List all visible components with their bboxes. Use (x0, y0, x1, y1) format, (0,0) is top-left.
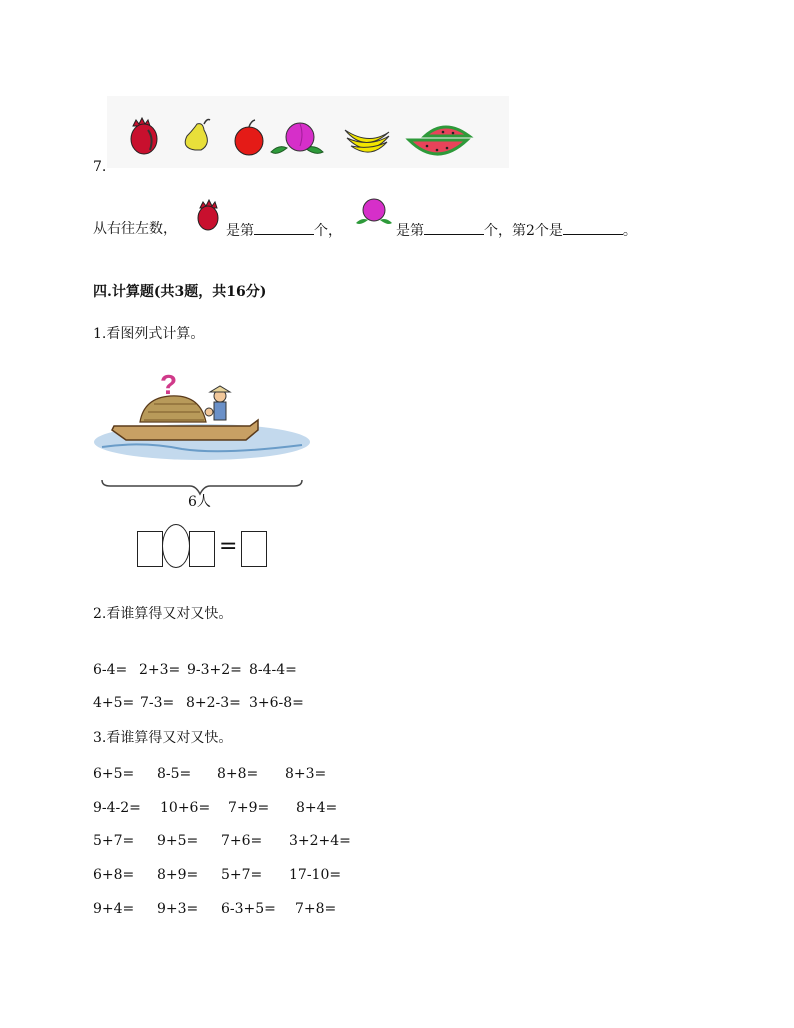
answer-box-2[interactable] (189, 531, 215, 567)
answer-blank-3[interactable] (563, 220, 623, 235)
expression: 8+4= (296, 800, 338, 816)
expression: 9-3+2= (187, 662, 242, 678)
question-number-7: 7. (93, 159, 107, 175)
peach-inline-icon (356, 196, 392, 228)
sentence-text-6: 。 (622, 223, 637, 239)
expression: 3+6-8= (249, 695, 304, 711)
section-heading: 四.计算题(共3题，共16分) (93, 284, 267, 300)
expression: 7+9= (228, 800, 270, 816)
fruit-strip-image (107, 96, 509, 168)
q7-blank-1-line (226, 220, 342, 240)
problem-1-title: 1.看图列式计算。 (93, 326, 205, 342)
sentence-text-4: 是第 (396, 223, 424, 239)
apple-icon (235, 120, 263, 155)
sentence-text-1: 从右往左数， (93, 221, 177, 237)
expression: 6-3+5= (221, 901, 276, 917)
expression: 9+5= (157, 833, 199, 849)
question-mark: ? (160, 369, 178, 400)
problem-2-row-2 (93, 694, 304, 712)
expression: 8-4-4= (249, 662, 297, 678)
sentence-text-2: 是第 (226, 223, 254, 239)
expression: 5+7= (221, 867, 263, 883)
expression: 7+8= (295, 901, 337, 917)
pomegranate-icon (131, 118, 157, 154)
boat-caption: 6人 (188, 494, 211, 510)
expression: 10+6= (160, 800, 211, 816)
problem-3-row-4 (93, 866, 341, 884)
answer-blank-2[interactable] (424, 220, 484, 235)
expression: 9+3= (157, 901, 199, 917)
problem-2-row-1 (93, 661, 297, 679)
watermelon-icon (409, 127, 469, 154)
expression: 3+2+4= (289, 833, 351, 849)
problem-3-title: 3.看谁算得又对又快。 (93, 730, 233, 746)
expression: 9+4= (93, 901, 135, 917)
expression: 8+8= (217, 766, 259, 782)
expression: 7+6= (221, 833, 263, 849)
expression: 2+3= (139, 662, 181, 678)
expression: 6+5= (93, 766, 135, 782)
problem-3-row-3 (93, 832, 351, 850)
problem-3-row-5 (93, 900, 336, 918)
expression: 4+5= (93, 695, 135, 711)
expression: 8+2-3= (186, 695, 241, 711)
problem-3-row-2 (93, 799, 337, 817)
answer-box-3[interactable] (241, 531, 267, 567)
expression: 9-4-2= (93, 800, 141, 816)
pear-icon (185, 120, 210, 151)
q7-blank-2-line (396, 220, 637, 240)
expression: 5+7= (93, 833, 135, 849)
sentence-text-5: 个，第2个是 (484, 223, 563, 239)
answer-blank-1[interactable] (254, 220, 314, 235)
equals-sign: = (219, 534, 238, 559)
expression: 7-3= (140, 695, 175, 711)
expression: 8+9= (157, 867, 199, 883)
expression: 8+3= (285, 766, 327, 782)
expression: 8-5= (157, 766, 192, 782)
expression: 6+8= (93, 867, 135, 883)
problem-3-row-1 (93, 765, 326, 783)
answer-box-1[interactable] (137, 531, 163, 567)
sentence-text-3: 个， (314, 223, 342, 239)
boat-illustration (92, 362, 314, 512)
expression: 6-4= (93, 662, 128, 678)
banana-icon (345, 130, 389, 152)
expression: 17-10= (289, 867, 342, 883)
operator-oval[interactable] (162, 524, 190, 568)
peach-icon (271, 123, 323, 153)
problem-2-title: 2.看谁算得又对又快。 (93, 606, 233, 622)
pomegranate-inline-icon (193, 198, 223, 232)
q7-sentence (93, 220, 177, 238)
